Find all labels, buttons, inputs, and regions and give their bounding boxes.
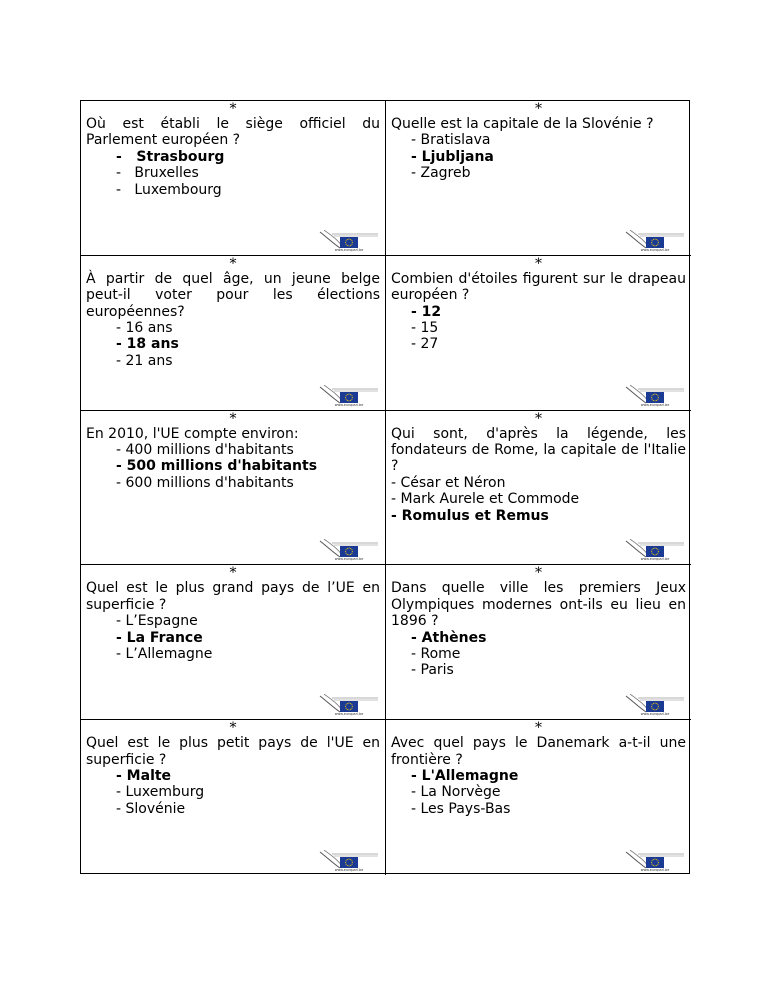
answer-option: - Mark Aurele et Commode: [391, 491, 580, 508]
europarl-logo-icon: [624, 694, 688, 716]
eu-star-icon: [347, 554, 348, 555]
eu-star-icon: [352, 706, 353, 707]
eu-star-icon: [351, 398, 352, 399]
eu-star-icon: [346, 240, 347, 241]
logo-text: www.europarl.be: [640, 402, 670, 407]
logo-text: www.europarl.be: [334, 402, 364, 407]
eu-star-icon: [352, 862, 353, 863]
eu-star-icon: [348, 865, 349, 866]
card-options: [391, 630, 686, 679]
eu-star-icon: [654, 859, 655, 860]
card-asterisk: *: [229, 410, 237, 427]
answer-option: - Luxembourg: [116, 181, 222, 198]
answer-option: - Slovénie: [116, 800, 186, 817]
eu-star-icon: [351, 243, 352, 244]
correct-answer: - L'Allemagne: [411, 768, 519, 784]
logo-text: www.europarl.be: [334, 557, 364, 562]
eu-star-icon: [656, 548, 657, 549]
eu-star-icon: [351, 240, 352, 241]
eu-star-icon: [658, 862, 659, 863]
eu-star-icon: [652, 860, 653, 861]
card-question: En 2010, l'UE compte environ:: [86, 425, 299, 442]
eu-star-icon: [657, 243, 658, 244]
eu-star-icon: [654, 393, 655, 394]
card-options: [86, 768, 380, 817]
eu-star-icon: [652, 398, 653, 399]
eu-star-icon: [656, 399, 657, 400]
eu-star-icon: [350, 703, 351, 704]
eu-star-icon: [658, 397, 659, 398]
answer-option: - 27: [411, 336, 439, 353]
answer-option: - L’Espagne: [116, 613, 198, 630]
eu-star-icon: [652, 395, 653, 396]
eu-star-icon: [654, 710, 655, 711]
eu-star-icon: [651, 397, 652, 398]
eu-star-icon: [654, 245, 655, 246]
eu-star-icon: [350, 399, 351, 400]
eu-star-icon: [653, 554, 654, 555]
eu-star-icon: [346, 398, 347, 399]
eu-star-icon: [653, 239, 654, 240]
answer-option: - Bruxelles: [116, 165, 199, 182]
answer-option: - Les Pays-Bas: [411, 800, 511, 817]
eu-star-icon: [651, 242, 652, 243]
eu-star-icon: [653, 548, 654, 549]
europarl-logo-icon: [318, 385, 382, 407]
eu-star-icon: [345, 551, 346, 552]
card-asterisk: *: [535, 720, 542, 737]
card-options: [391, 132, 686, 181]
card-options: [391, 768, 686, 817]
eu-star-icon: [656, 394, 657, 395]
quiz-card-4: [386, 256, 691, 411]
card-question: Combien d'étoiles figurent sur le drapeau européen ?: [391, 270, 686, 304]
eu-star-icon: [653, 399, 654, 400]
answer-option: - Zagreb: [411, 165, 471, 182]
europarl-logo-icon: [624, 850, 688, 872]
eu-star-icon: [656, 709, 657, 710]
answer-option: - 15: [411, 320, 439, 337]
logo-text: www.europarl.be: [334, 867, 364, 872]
eu-star-icon: [347, 394, 348, 395]
logo-text: www.europarl.be: [640, 712, 670, 717]
answer-option: - 600 millions d'habitants: [116, 474, 294, 491]
quiz-card-6: [386, 411, 691, 566]
quiz-card-10: [386, 720, 691, 875]
eu-star-icon: [347, 703, 348, 704]
eu-star-icon: [345, 242, 346, 243]
eu-star-icon: [347, 239, 348, 240]
quiz-card-9: [81, 720, 386, 875]
answer-option: - 21 ans: [116, 352, 173, 369]
card-options: [391, 475, 686, 524]
europarl-logo-icon: [318, 230, 382, 252]
eu-star-icon: [348, 393, 349, 394]
eu-star-icon: [656, 703, 657, 704]
eu-star-icon: [657, 704, 658, 705]
answer-option: - Luxemburg: [116, 784, 205, 801]
eu-star-icon: [350, 554, 351, 555]
eu-star-icon: [350, 239, 351, 240]
eu-star-icon: [658, 242, 659, 243]
eu-star-icon: [657, 708, 658, 709]
card-options: [86, 442, 380, 491]
eu-star-icon: [656, 554, 657, 555]
correct-answer: - Athènes: [411, 629, 487, 646]
correct-answer: - 18 ans: [116, 336, 179, 353]
eu-star-icon: [656, 859, 657, 860]
answer-option: - La Norvège: [411, 784, 501, 801]
quiz-card-sheet: [80, 100, 690, 874]
card-asterisk: *: [229, 255, 237, 272]
eu-star-icon: [652, 864, 653, 865]
card-options: [86, 320, 380, 369]
eu-star-icon: [348, 238, 349, 239]
card-question: Avec quel pays le Danemark a-t-il une frontière ?: [391, 735, 686, 768]
answer-option: - L’Allemagne: [116, 646, 213, 663]
logo-text: www.europarl.be: [334, 712, 364, 717]
card-asterisk: *: [229, 565, 237, 582]
eu-star-icon: [651, 706, 652, 707]
eu-star-icon: [352, 397, 353, 398]
eu-star-icon: [346, 553, 347, 554]
logo-text: www.europarl.be: [640, 557, 670, 562]
quiz-card-5: [81, 411, 386, 566]
eu-star-icon: [658, 551, 659, 552]
eu-star-icon: [348, 548, 349, 549]
quiz-card-7: [81, 565, 386, 720]
card-question: Qui sont, d'après la légende, les fondateurs de Rome, la capitale de l'Italie ?: [391, 425, 686, 475]
card-asterisk: *: [535, 255, 542, 272]
eu-star-icon: [348, 555, 349, 556]
card-question: À partir de quel âge, un jeune belge peut-il voter pour les élections européennes?: [86, 270, 380, 320]
eu-star-icon: [347, 548, 348, 549]
eu-star-icon: [657, 553, 658, 554]
eu-star-icon: [652, 243, 653, 244]
card-question: Quelle est la capitale de la Slovénie ?: [391, 116, 654, 132]
eu-star-icon: [657, 860, 658, 861]
eu-star-icon: [350, 865, 351, 866]
eu-star-icon: [348, 245, 349, 246]
eu-star-icon: [652, 708, 653, 709]
eu-star-icon: [657, 240, 658, 241]
quiz-card-8: [386, 565, 691, 720]
eu-star-icon: [351, 864, 352, 865]
eu-star-icon: [656, 245, 657, 246]
eu-star-icon: [657, 864, 658, 865]
card-question: Où est établi le siège officiel du Parlement européen ?: [86, 116, 380, 149]
eu-star-icon: [347, 709, 348, 710]
eu-star-icon: [345, 862, 346, 863]
correct-answer: - 500 millions d'habitants: [116, 458, 318, 475]
correct-answer: - Romulus et Remus: [391, 507, 549, 524]
eu-star-icon: [654, 703, 655, 704]
eu-star-icon: [350, 394, 351, 395]
eu-star-icon: [347, 245, 348, 246]
eu-star-icon: [657, 395, 658, 396]
quiz-card-3: [81, 256, 386, 411]
correct-answer: - La France: [116, 629, 203, 646]
eu-star-icon: [657, 550, 658, 551]
eu-star-icon: [656, 239, 657, 240]
eu-star-icon: [346, 550, 347, 551]
answer-option: - Rome: [411, 646, 461, 663]
eu-star-icon: [347, 859, 348, 860]
card-question: Quel est le plus petit pays de l'UE en superficie ?: [86, 735, 380, 768]
card-asterisk: *: [535, 565, 542, 582]
europarl-logo-icon: [624, 385, 688, 407]
eu-star-icon: [347, 399, 348, 400]
eu-star-icon: [654, 555, 655, 556]
correct-answer: - Malte: [116, 768, 172, 784]
eu-star-icon: [651, 551, 652, 552]
eu-star-icon: [653, 703, 654, 704]
answer-option: - 400 millions d'habitants: [116, 442, 294, 458]
eu-star-icon: [652, 240, 653, 241]
europarl-logo-icon: [318, 850, 382, 872]
eu-star-icon: [346, 704, 347, 705]
eu-star-icon: [653, 394, 654, 395]
quiz-card-1: [81, 101, 386, 256]
eu-star-icon: [347, 865, 348, 866]
eu-star-icon: [346, 860, 347, 861]
eu-star-icon: [653, 865, 654, 866]
eu-star-icon: [351, 704, 352, 705]
card-asterisk: *: [229, 101, 237, 117]
eu-star-icon: [351, 550, 352, 551]
card-asterisk: *: [535, 101, 542, 117]
eu-star-icon: [653, 709, 654, 710]
eu-star-icon: [652, 553, 653, 554]
eu-star-icon: [352, 551, 353, 552]
eu-star-icon: [654, 865, 655, 866]
eu-star-icon: [652, 550, 653, 551]
eu-star-icon: [348, 400, 349, 401]
eu-star-icon: [351, 708, 352, 709]
quiz-card-2: [386, 101, 691, 256]
logo-text: www.europarl.be: [640, 867, 670, 872]
eu-star-icon: [351, 553, 352, 554]
eu-star-icon: [653, 245, 654, 246]
eu-star-icon: [346, 395, 347, 396]
eu-star-icon: [345, 706, 346, 707]
answer-option: - César et Néron: [391, 474, 506, 491]
eu-star-icon: [657, 398, 658, 399]
logo-text: www.europarl.be: [640, 247, 670, 252]
correct-answer: - 12: [411, 303, 442, 320]
europarl-logo-icon: [318, 539, 382, 561]
eu-star-icon: [350, 709, 351, 710]
eu-star-icon: [350, 245, 351, 246]
eu-star-icon: [345, 397, 346, 398]
eu-star-icon: [350, 548, 351, 549]
eu-star-icon: [350, 859, 351, 860]
answer-option: - 16 ans: [116, 320, 173, 337]
europarl-logo-icon: [624, 539, 688, 561]
card-options: [391, 304, 686, 353]
card-options: [86, 613, 380, 662]
eu-star-icon: [351, 860, 352, 861]
card-question: Quel est le plus grand pays de l’UE en superficie ?: [86, 580, 380, 613]
card-asterisk: *: [229, 720, 237, 737]
eu-star-icon: [653, 859, 654, 860]
answer-option: - Bratislava: [411, 132, 491, 149]
eu-star-icon: [346, 864, 347, 865]
eu-star-icon: [654, 548, 655, 549]
eu-star-icon: [651, 862, 652, 863]
eu-star-icon: [351, 395, 352, 396]
card-asterisk: *: [535, 410, 542, 427]
card-question: Dans quelle ville les premiers Jeux Olympiques modernes ont-ils eu lieu en 1896 ?: [391, 580, 686, 630]
eu-star-icon: [352, 242, 353, 243]
correct-answer: - Strasbourg: [116, 148, 225, 165]
answer-option: - Paris: [411, 662, 454, 679]
card-options: [86, 149, 380, 198]
eu-star-icon: [346, 708, 347, 709]
eu-star-icon: [346, 243, 347, 244]
eu-star-icon: [652, 704, 653, 705]
correct-answer: - Ljubljana: [411, 148, 494, 165]
europarl-logo-icon: [624, 230, 688, 252]
eu-star-icon: [654, 238, 655, 239]
eu-star-icon: [348, 859, 349, 860]
eu-star-icon: [656, 865, 657, 866]
eu-star-icon: [654, 400, 655, 401]
logo-text: www.europarl.be: [334, 247, 364, 252]
europarl-logo-icon: [318, 694, 382, 716]
eu-star-icon: [348, 703, 349, 704]
eu-star-icon: [348, 710, 349, 711]
eu-star-icon: [658, 706, 659, 707]
